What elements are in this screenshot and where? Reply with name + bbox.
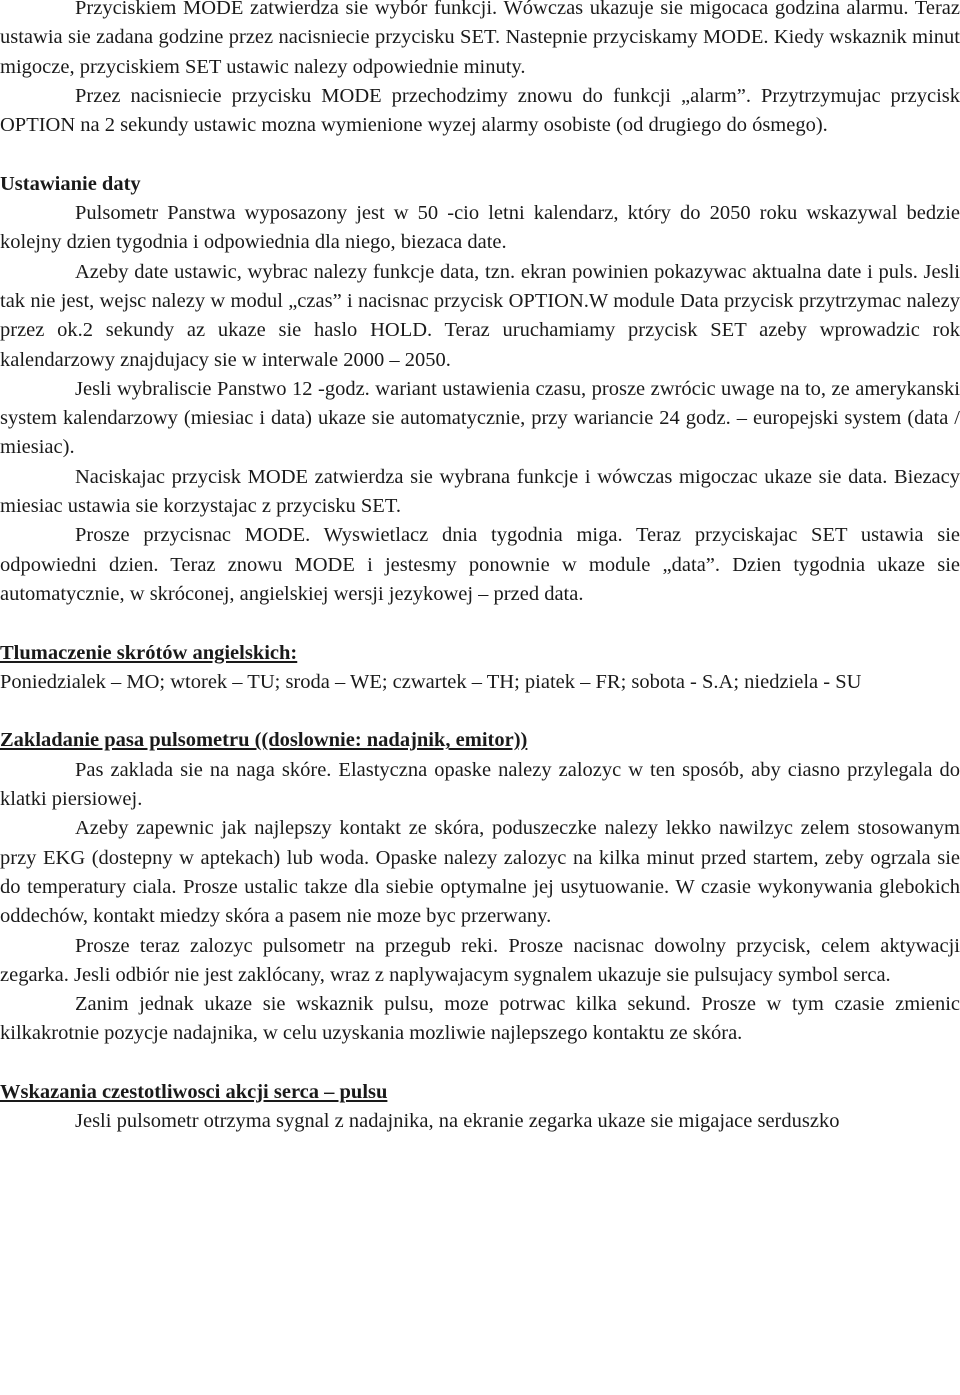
heading-heart-rate: Wskazania czestotliwosci akcji serca – pulsu <box>0 1080 388 1103</box>
paragraph-strap-wrist: Prosze teraz zalozyc pulsometr na przegub reki. Prosze nacisnac dowolny przycisk, celem aktywacji zegarka. Jesli odbiór nie jest zaklócany, wraz z naplywajacym sygnalem ukazuje sie pulsujacy symbol serca. <box>0 934 960 986</box>
paragraph-alarm-mode: Przyciskiem MODE zatwierdza sie wybór funkcji. Wówczas ukazuje sie migocaca godzina alarmu. Teraz ustawia sie zadana godzine przez nacisniecie przycisku SET. Nastepnie przyciskamy MODE. Kiedy wskaznik minut migocze, przyciskiem SET ustawic nalezy odpowiednie minuty. <box>0 0 960 78</box>
paragraph-strap-skin: Pas zaklada sie na naga skóre. Elastyczna opaske nalezy zalozyc w ten sposób, aby ciasno przylegala do klatki piersiowej. <box>0 758 960 811</box>
paragraph-alarm-option: Przez nacisniecie przycisku MODE przechodzimy znowu do funkcji „alarm”. Przytrzymujac przycisk OPTION na 2 sekundy ustawic mozna wymienione wyzej alarmy osobiste (od drugiego do ósmego). <box>0 84 960 137</box>
paragraph-date-weekday: Prosze przycisnac MODE. Wyswietlacz dnia tygodnia miga. Teraz przyciskajac SET ustawia sie odpowiedni dzien. Teraz znowu MODE i jestesmy ponownie w module „data”. Dzien tygodnia ukaze sie automatycznie, w skróconej, angielskiej wersji jezykowej – przed data. <box>0 524 960 605</box>
section-spacer <box>0 1049 960 1078</box>
paragraph-date-howto: Azeby date ustawic, wybrac nalezy funkcje data, tzn. ekran powinien pokazywac aktualna date i puls. Jesli tak nie jest, wejsc nalezy w modul „czas” i nacisnac przycisk OPTION.W module Data przycisk przytrzymac nalezy przez ok.2 sekundy az ukaze sie haslo HOLD. Teraz uruchamiamy przycisk SET azeby wprowadzic rok kalendarzowy znajdujacy sie w interwale 2000 – 2050. <box>0 260 960 371</box>
paragraph-date-mode: Naciskajac przycisk MODE zatwierdza sie wybrana funkcje i wówczas migoczac ukaze sie data. Biezacy miesiac ustawia sie korzystajac z przycisku SET. <box>0 465 960 518</box>
paragraph-date-12h: Jesli wybraliscie Panstwo 12 -godz. wariant ustawienia czasu, prosze zwrócic uwage na to, ze amerykanski system kalendarzowy (miesiac i data) ukaze sie automatycznie, przy wariancie 24 godz. – europejski system (data / miesiac). <box>0 377 960 459</box>
heading-date-setting: Ustawianie daty <box>0 172 141 195</box>
section-spacer <box>0 697 960 726</box>
paragraph-date-calendar: Pulsometr Panstwa wyposazony jest w 50 -cio letni kalendarz, który do 2050 roku wskazywal bedzie kolejny dzien tygodnia i odpowiednia dla niego, biezaca date. <box>0 202 960 254</box>
paragraph-heart-signal: Jesli pulsometr otrzyma sygnal z nadajnika, na ekranie zegarka ukaze sie migajace serduszko <box>75 1110 840 1133</box>
paragraph-weekday-abbreviations: Poniedzialek – MO; wtorek – TU; sroda – WE; czwartek – TH; piatek – FR; sobota - S.A; niedziela - SU <box>0 670 862 693</box>
heading-chest-strap: Zakladanie pasa pulsometru ((doslownie: nadajnik, emitor)) <box>0 729 528 752</box>
paragraph-strap-wait: Zanim jednak ukaze sie wskaznik pulsu, moze potrwac kilka sekund. Prosze w tym czasie zmienic kilkakrotnie pozycje nadajnika, w celu uzyskania mozliwie najlepszego kontaktu ze skóra. <box>0 993 960 1045</box>
paragraph-strap-contact: Azeby zapewnic jak najlepszy kontakt ze skóra, poduszeczke nalezy lekko nawilzyc zelem stosowanym przy EKG (dostepny w aptekach) lub woda. Opaske nalezy zalozyc na kilka minut przed startem, zeby ogrzala sie do temperatury ciala. Prosze ustalic takze dla siebie optymalne jej usytuowanie. W czasie wykonywania glebokich oddechów, kontakt miedzy skóra a pasem nie moze byc przerwany. <box>0 817 960 928</box>
heading-abbreviations: Tlumaczenie skrótów angielskich: <box>0 641 298 664</box>
section-spacer <box>0 140 960 169</box>
section-spacer <box>0 609 960 638</box>
